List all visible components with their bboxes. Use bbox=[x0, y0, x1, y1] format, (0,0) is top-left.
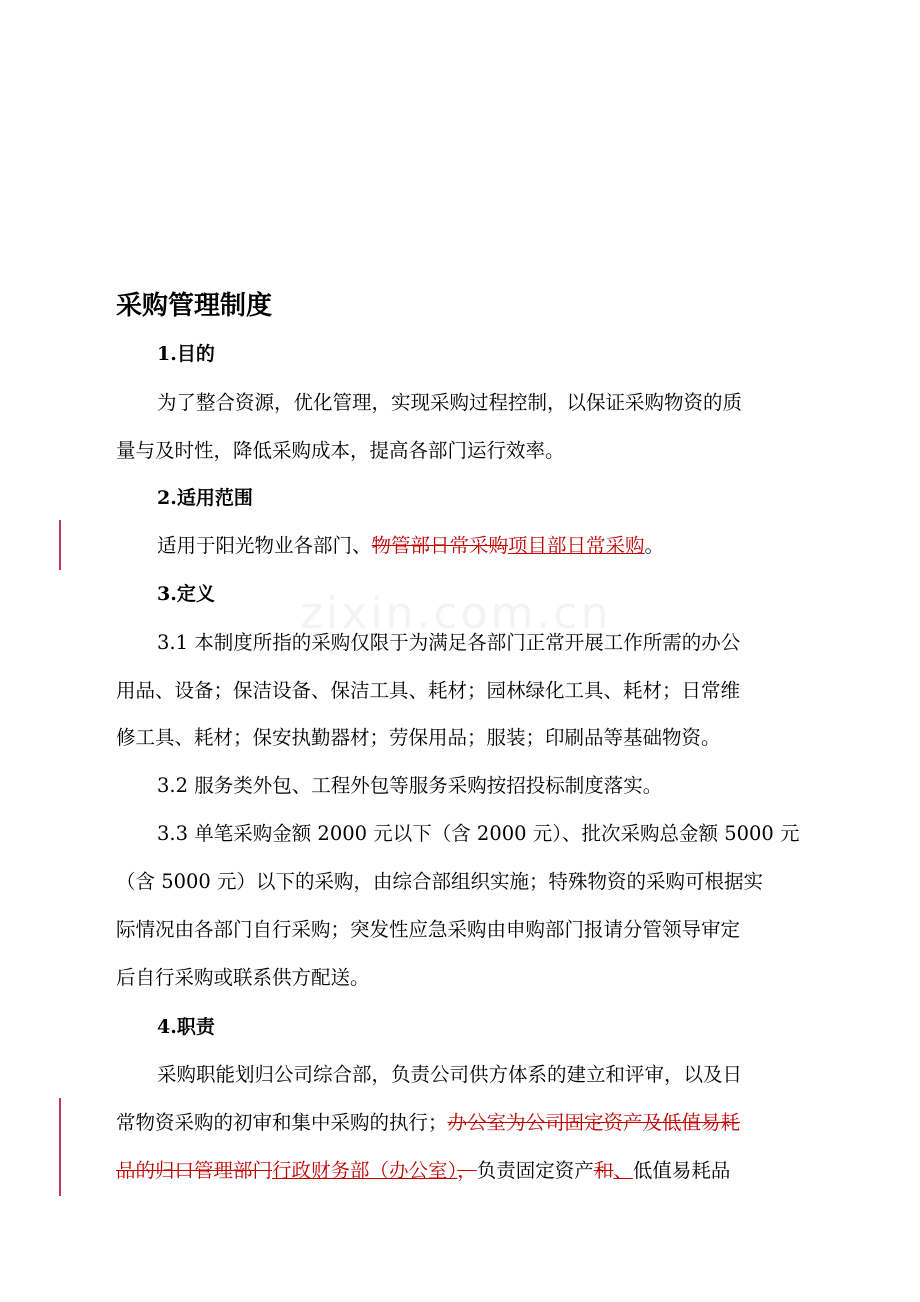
inserted-text: 、 bbox=[613, 1159, 633, 1182]
section-2-heading: 2.适用范围 bbox=[157, 487, 253, 509]
definition-3-1-line-2: 用品、设备；保洁设备、保洁工具、耗材；园林绿化工具、耗材；日常维 bbox=[116, 679, 741, 702]
definition-3-3-line-3: 际情况由各部门自行采购；突发性应急采购由申购部门报请分管领导审定 bbox=[116, 918, 741, 941]
definition-3-3-line-4: 后自行采购或联系供方配送。 bbox=[116, 966, 370, 989]
section-4-line-1: 采购职能划归公司综合部，负责公司供方体系的建立和评审，以及日 bbox=[157, 1063, 743, 1086]
definition-3-3-line-1: 3.3 单笔采购金额 2000 元以下（含 2000 元）、批次采购总金额 5000 元 bbox=[157, 822, 800, 845]
definition-3-1-line-3: 修工具、耗材；保安执勤器材；劳保用品；服装；印刷品等基础物资。 bbox=[116, 726, 721, 749]
deleted-text: ， bbox=[457, 1159, 477, 1182]
definition-3-3-line-2: （含 5000 元）以下的采购，由综合部组织实施；特殊物资的采购可根据实 bbox=[116, 870, 764, 893]
revision-bar bbox=[59, 1098, 61, 1196]
section-1-line-2: 量与及时性，降低采购成本，提高各部门运行效率。 bbox=[116, 439, 565, 462]
deleted-text: 品的归口管理部门 bbox=[116, 1159, 273, 1182]
section-4-line-2 bbox=[116, 1108, 740, 1138]
definition-3-2-line-1: 3.2 服务类外包、工程外包等服务采购按招投标制度落实。 bbox=[157, 774, 663, 797]
revision-bar bbox=[59, 520, 61, 570]
section-1-heading: 1.目的 bbox=[157, 343, 215, 365]
section-1-line-1: 为了整合资源，优化管理，实现采购过程控制，以保证采购物资的质 bbox=[157, 391, 743, 414]
deleted-text: 物管部日常采购 bbox=[371, 534, 509, 557]
deleted-text: 和 bbox=[593, 1159, 614, 1182]
document-title: 采购管理制度 bbox=[116, 291, 273, 321]
duty-text: 常物资采购的初审和集中采购的执行； bbox=[116, 1111, 448, 1134]
section-4-heading: 4.职责 bbox=[157, 1016, 215, 1038]
deleted-text: 办公室为公司固定资产及低值易耗 bbox=[447, 1111, 741, 1134]
section-4-line-3 bbox=[116, 1156, 730, 1186]
period: 。 bbox=[644, 534, 665, 557]
section-3-heading: 3.定义 bbox=[157, 583, 215, 605]
watermark: zixin.com.cn bbox=[300, 588, 612, 639]
scope-text: 适用于阳光物业各部门、 bbox=[157, 534, 372, 557]
section-2-line-1 bbox=[157, 531, 664, 561]
definition-3-1-line-1: 3.1 本制度所指的采购仅限于为满足各部门正常开展工作所需的办公 bbox=[157, 631, 741, 654]
duty-text: 低值易耗品 bbox=[632, 1159, 731, 1182]
inserted-text: 项目部日常采购 bbox=[508, 534, 645, 557]
duty-text: 负责固定资产 bbox=[476, 1159, 594, 1182]
inserted-text: 行政财务部（办公室） bbox=[272, 1159, 458, 1182]
